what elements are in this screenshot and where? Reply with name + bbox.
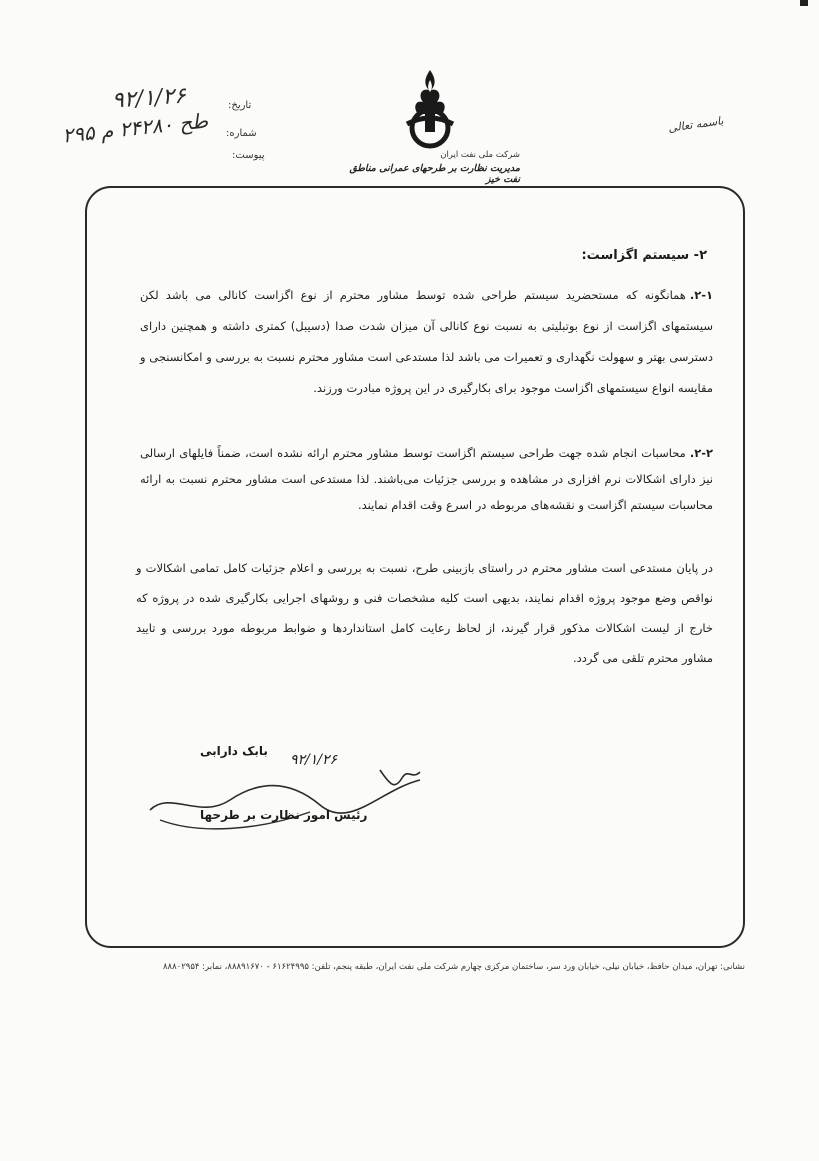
signature-date: ۹۲/۱/۲۶ — [290, 752, 338, 768]
paragraph-number: ۲-۱. — [689, 288, 713, 302]
organization-block — [340, 150, 520, 185]
paragraph-text: محاسبات انجام شده جهت طراحی سیستم اگزاست توسط مشاور محترم ارائه نشده است، ضمناً فایلهای ارسالی نیز دارای اشکالات نرم افزاری در مشاهده و بررسی جزئیات می‌باشند. لذا مستدعی است مشاور محترم نسبت به ارائه محاسبات سیستم اگزاست و نقشه‌های مربوطه در اسرع وقت اقدام نمایند. — [140, 446, 713, 512]
section-heading: ۲- سیستم اگزاست: — [581, 248, 707, 263]
bismillah-text: باسمه تعالی — [667, 114, 725, 135]
handwritten-number: طح ۲۴۲۸۰ م ۲۹۵ — [61, 108, 210, 148]
corner-mark — [800, 0, 808, 6]
number-label: شماره: — [226, 128, 257, 139]
signatory-name: بابک دارابی — [200, 744, 268, 758]
footer-address: نشانی: تهران، میدان حافظ، خیابان نیلی، خیابان ورد سر، ساختمان مرکزی چهارم شرکت ملی نفت ایران، طبقه پنجم، تلفن: ۶۱۶۲۴۹۹۵ - ۸۸۸۹۱۶۷۰، نمابر: ۸۸۸۰۲۹۵۴ — [162, 962, 745, 972]
paragraph-2-2 — [140, 440, 713, 518]
signatory-title: رئیس امور نظارت بر طرحها — [200, 808, 368, 822]
paragraph-number: ۲-۲. — [689, 446, 713, 460]
org-department: مدیریت نظارت بر طرحهای عمرانی مناطق نفت خیز — [349, 163, 520, 185]
closing-paragraph: در پایان مستدعی است مشاور محترم در راستای بازبینی طرح، نسبت به بررسی و اعلام جزئیات کامل تمامی اشکالات و نواقص وضع موجود پروژه اقدام نمایند، بدیهی است کلیه مشخصات فنی و روشهای اجرایی بکارگیری شده در پروژه که خارج از لیست اشکالات مذکور قرار گیرند، از لحاظ رعایت کامل استانداردها و ضوابط مربوطه مورد بررسی و تایید مشاور محترم تلقی می گردد. — [136, 561, 713, 665]
paragraph-text: همانگونه که مستحضرید سیستم طراحی شده توسط مشاور محترم از نوع اگزاست کانالی می باشد لکن سیستمهای اگزاست از نوع بوتبلیتی به نسبت نوع کانالی آن میزان شدت صدا (دسیبل) کمتری داشته و همچنین دارای دسترسی بهتر و سهولت نگهداری و تعمیرات می باشد لذا مستدعی است مشاور محترم نسبت به بررسی و امکانسنجی و مقایسه انواع سیستمهای اگزاست موجود برای بکارگیری در این پروژه مبادرت ورزند. — [140, 288, 713, 395]
attachment-label: پیوست: — [232, 150, 265, 161]
handwritten-date: ۹۲/۱/۲۶ — [111, 83, 187, 114]
org-name: شرکت ملی نفت ایران — [440, 150, 520, 160]
company-logo-icon — [385, 62, 475, 152]
date-label: تاریخ: — [228, 100, 252, 111]
paragraph-2-1 — [140, 280, 713, 404]
